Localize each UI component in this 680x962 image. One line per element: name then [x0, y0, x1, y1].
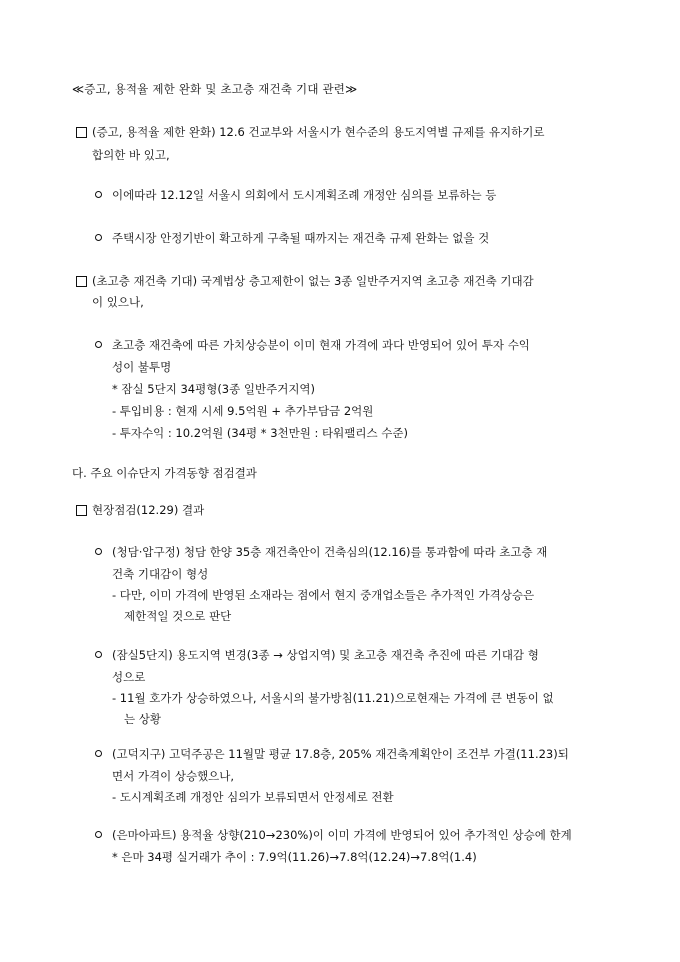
circle-bullet-icon: [95, 651, 102, 658]
section1-bullet1: 이에따라 12.12일 서울시 의회에서 도시계획조례 개정안 심의를 보류하는 등: [112, 188, 497, 202]
section2-note1: * 잠실 5단지 34평형(3종 일반주거지역): [112, 382, 316, 396]
check2-line2: 성으로: [112, 670, 146, 684]
check2-detail-line2: 는 상황: [124, 712, 161, 726]
check2-line1: (잠실5단지) 용도지역 변경(3종 → 상업지역) 및 초고층 재건축 추진에 따른 기대감 형: [112, 648, 539, 662]
check4-note1: * 은마 34평 실거래가 추이 : 7.9억(11.26)→7.8억(12.24)→7.8억(1.4): [112, 850, 477, 864]
checkbox-square-icon: [76, 505, 87, 516]
check2-detail-line1: - 11월 호가가 상승하였으나, 서울시의 불가방침(11.21)으로현재는 가격에 큰 변동이 없: [112, 691, 554, 705]
circle-bullet-icon: [95, 341, 102, 348]
check3-line1: (고덕지구) 고덕주공은 11월말 평균 17.8층, 205% 재건축계획안이 조건부 가결(11.23)되: [112, 747, 569, 761]
section1-bullet2: 주택시장 안정기반이 확고하게 구축될 때까지는 재건축 규제 완화는 없을 것: [112, 231, 490, 245]
check1-detail-line2: 제한적일 것으로 판단: [124, 609, 232, 623]
check1-detail-line1: - 다만, 이미 가격에 반영된 소재라는 점에서 현지 중개업소들은 추가적인 가격상승은: [112, 588, 535, 602]
section2-line1: (초고층 재건축 기대) 국계법상 층고제한이 없는 3종 일반주거지역 초고층 재건축 기대감: [92, 274, 534, 288]
section2-bullet1-line1: 초고층 재건축에 따른 가치상승분이 이미 현재 가격에 과다 반영되어 있어 투자 수익: [112, 338, 530, 352]
circle-bullet-icon: [95, 831, 102, 838]
circle-bullet-icon: [95, 191, 102, 198]
section2-note2: - 투입비용 : 현재 시세 9.5억원 + 추가부담금 2억원: [112, 404, 374, 418]
circle-bullet-icon: [95, 234, 102, 241]
circle-bullet-icon: [95, 548, 102, 555]
checkbox-square-icon: [76, 276, 87, 287]
check1-line1: (청담·압구정) 청담 한양 35층 재건축안이 건축심의(12.16)를 통과함에 따라 초고층 재: [112, 545, 548, 559]
section1-line2: 합의한 바 있고,: [92, 148, 170, 162]
check1-line2: 건축 기대감이 형성: [112, 567, 209, 581]
circle-bullet-icon: [95, 750, 102, 757]
document-title: ≪증고, 용적율 제한 완화 및 초고층 재건축 기대 관련≫: [72, 82, 358, 96]
section2-note3: - 투자수익 : 10.2억원 (34평 * 3천만원 : 타워팰리스 수준): [112, 426, 408, 440]
section3-line1: 현장점검(12.29) 결과: [92, 503, 205, 517]
checkbox-square-icon: [76, 127, 87, 138]
section2-bullet1-line2: 성이 불투명: [112, 360, 172, 374]
section-heading-da: 다. 주요 이슈단지 가격동향 점검결과: [72, 466, 257, 480]
check4-line1: (은마아파트) 용적율 상향(210→230%)이 이미 가격에 반영되어 있어 추가적인 상승에 한계: [112, 828, 572, 842]
section1-line1: (증고, 용적율 제한 완화) 12.6 건교부와 서울시가 현수준의 용도지역별 규제를 유지하기로: [92, 125, 545, 139]
section2-line2: 이 있으나,: [92, 295, 144, 309]
check3-line2: 면서 가격이 상승했으나,: [112, 769, 235, 783]
check3-detail-line1: - 도시계획조례 개정안 심의가 보류되면서 안정세로 전환: [112, 790, 394, 804]
